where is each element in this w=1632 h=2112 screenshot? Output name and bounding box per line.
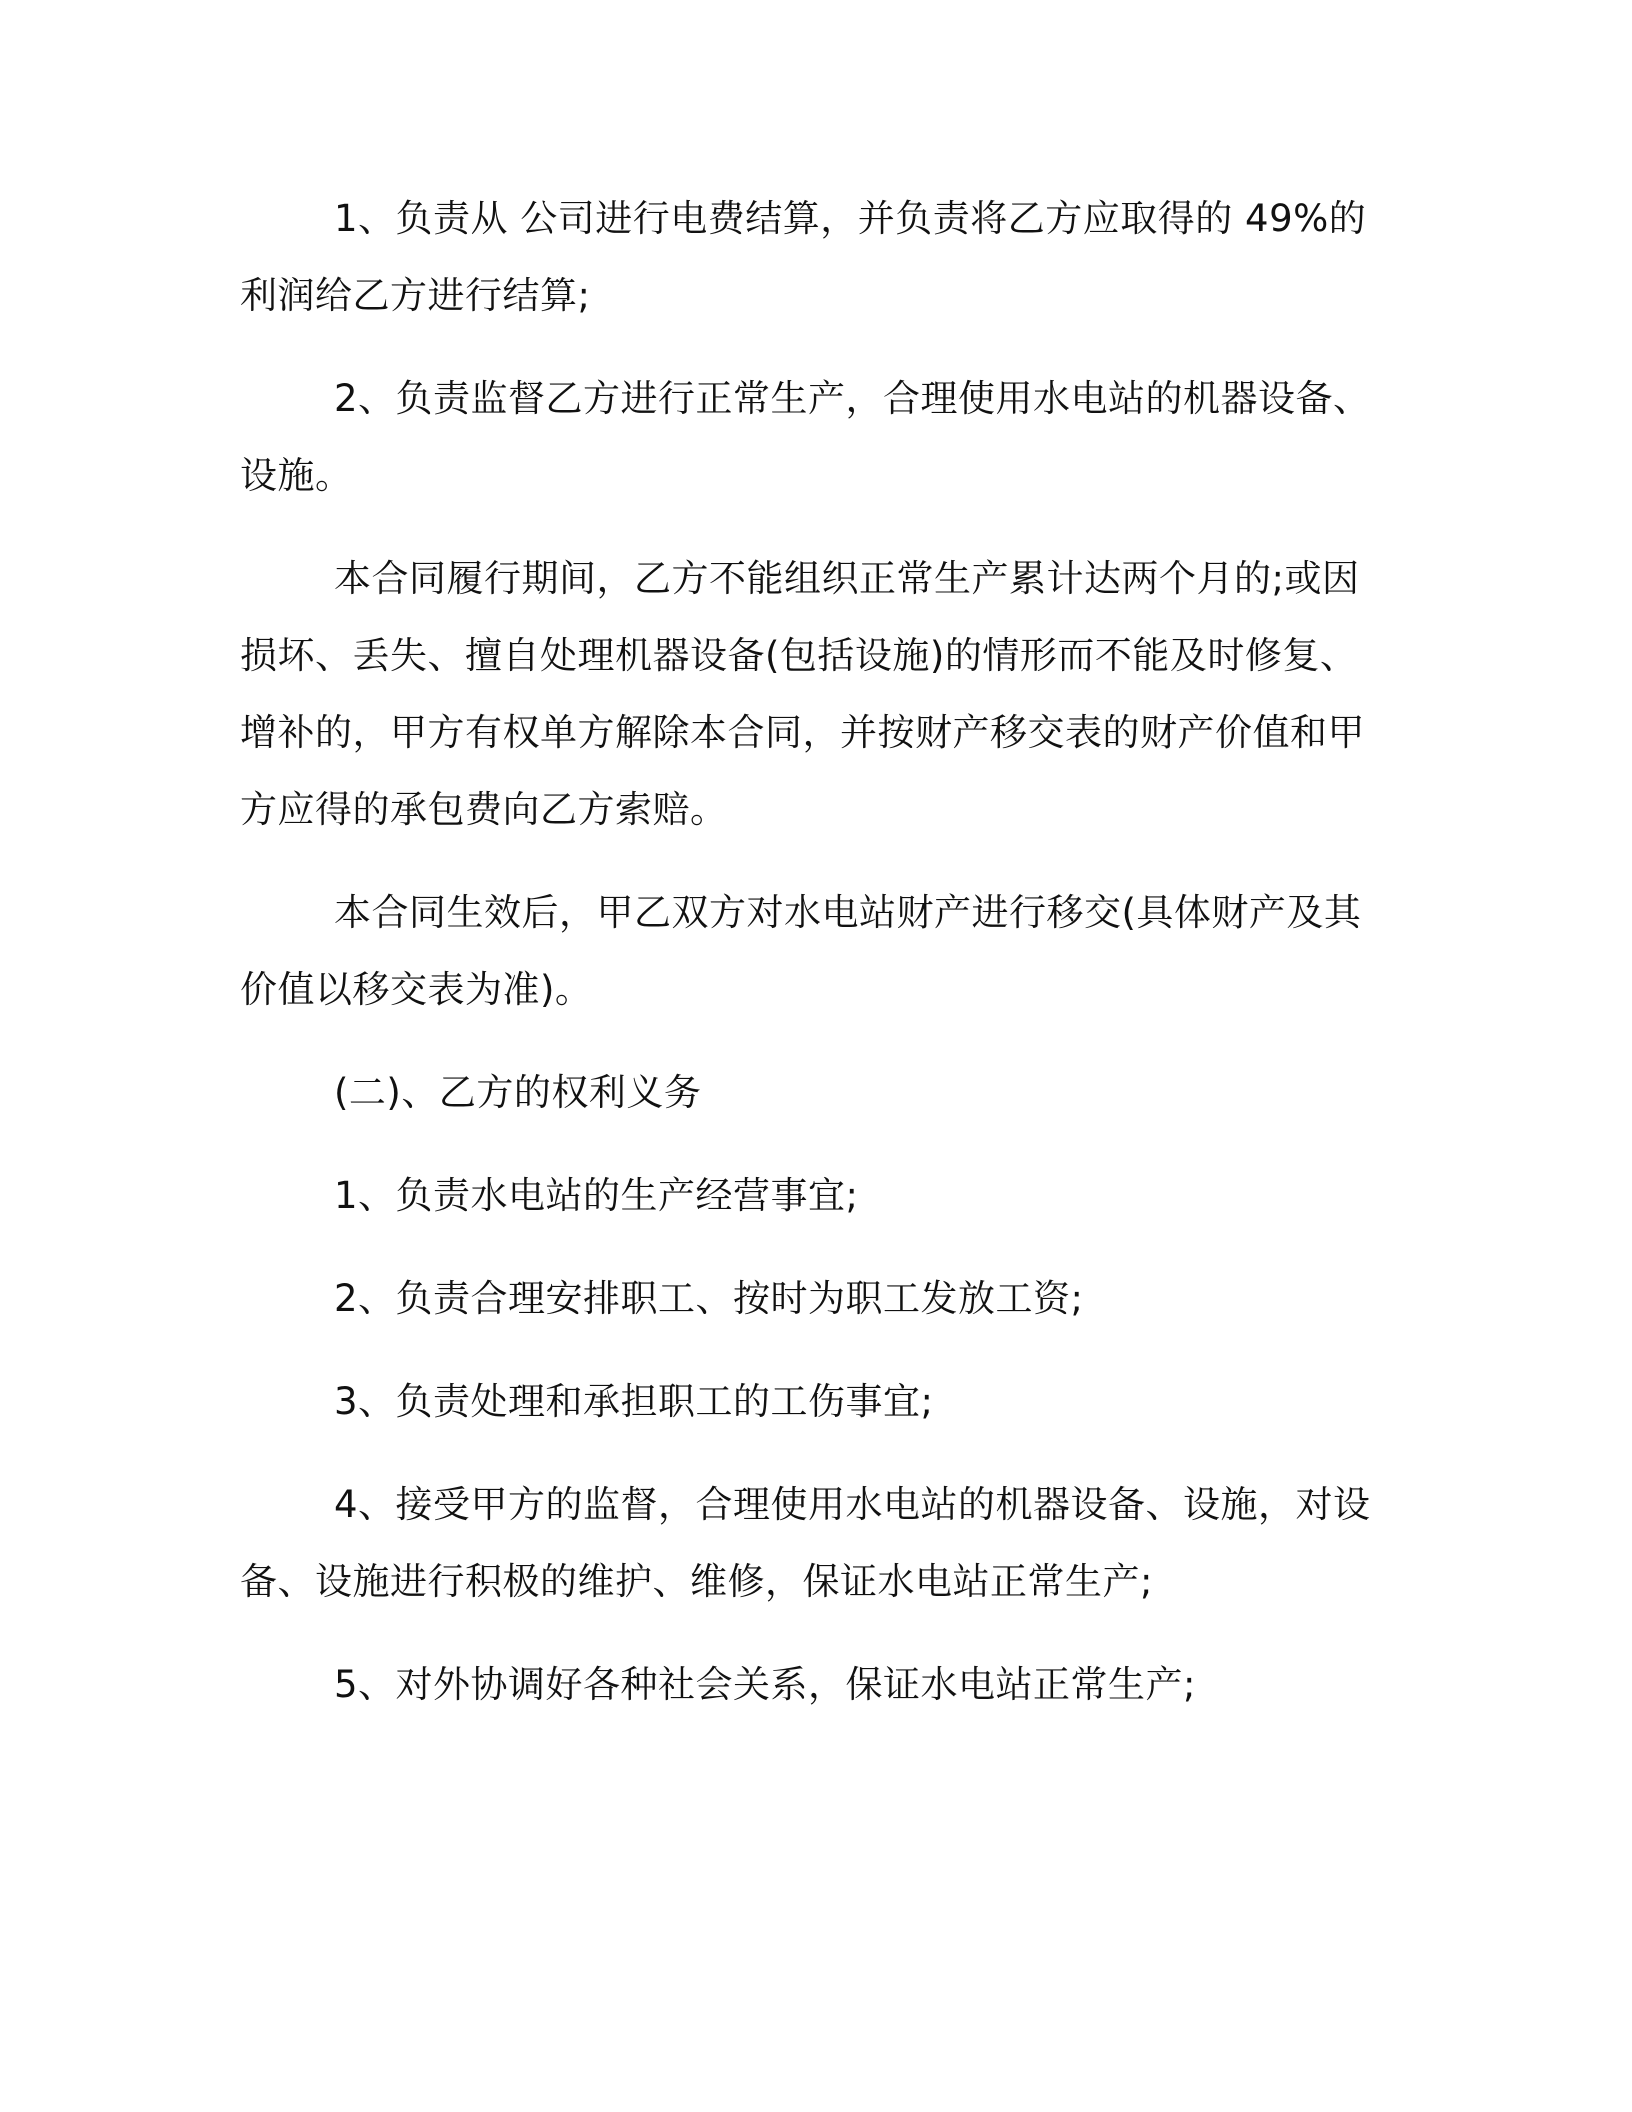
list-item-operations: 1、负责水电站的生产经营事宜; bbox=[334, 1174, 859, 1217]
paragraph-handover: 本合同生效后，甲乙双方对水电站财产进行移交(具体财产及其价值以移交表为准)。 bbox=[240, 891, 1362, 1011]
section-heading-party-b-rights: (二)、乙方的权利义务 bbox=[334, 1071, 702, 1114]
list-item-work-injury: 3、负责处理和承担职工的工伤事宜; bbox=[334, 1380, 934, 1423]
paragraph-settlement: 1、负责从 公司进行电费结算，并负责将乙方应取得的 49%的利润给乙方进行结算; bbox=[240, 197, 1367, 317]
list-item-social-relations: 5、对外协调好各种社会关系，保证水电站正常生产; bbox=[334, 1663, 1197, 1706]
paragraph-supervision: 2、负责监督乙方进行正常生产，合理使用水电站的机器设备、设施。 bbox=[240, 377, 1371, 497]
document-body bbox=[240, 180, 1390, 1749]
paragraph-termination: 本合同履行期间，乙方不能组织正常生产累计达两个月的;或因损坏、丢失、擅自处理机器设备(包括设施)的情形而不能及时修复、增补的，甲方有权单方解除本合同，并按财产移交表的财产价值和甲方应得的承包费向乙方索赔。 bbox=[240, 557, 1365, 831]
list-item-staff-wages: 2、负责合理安排职工、按时为职工发放工资; bbox=[334, 1277, 1084, 1320]
list-item-maintenance: 4、接受甲方的监督，合理使用水电站的机器设备、设施，对设备、设施进行积极的维护、维修，保证水电站正常生产; bbox=[240, 1483, 1371, 1603]
